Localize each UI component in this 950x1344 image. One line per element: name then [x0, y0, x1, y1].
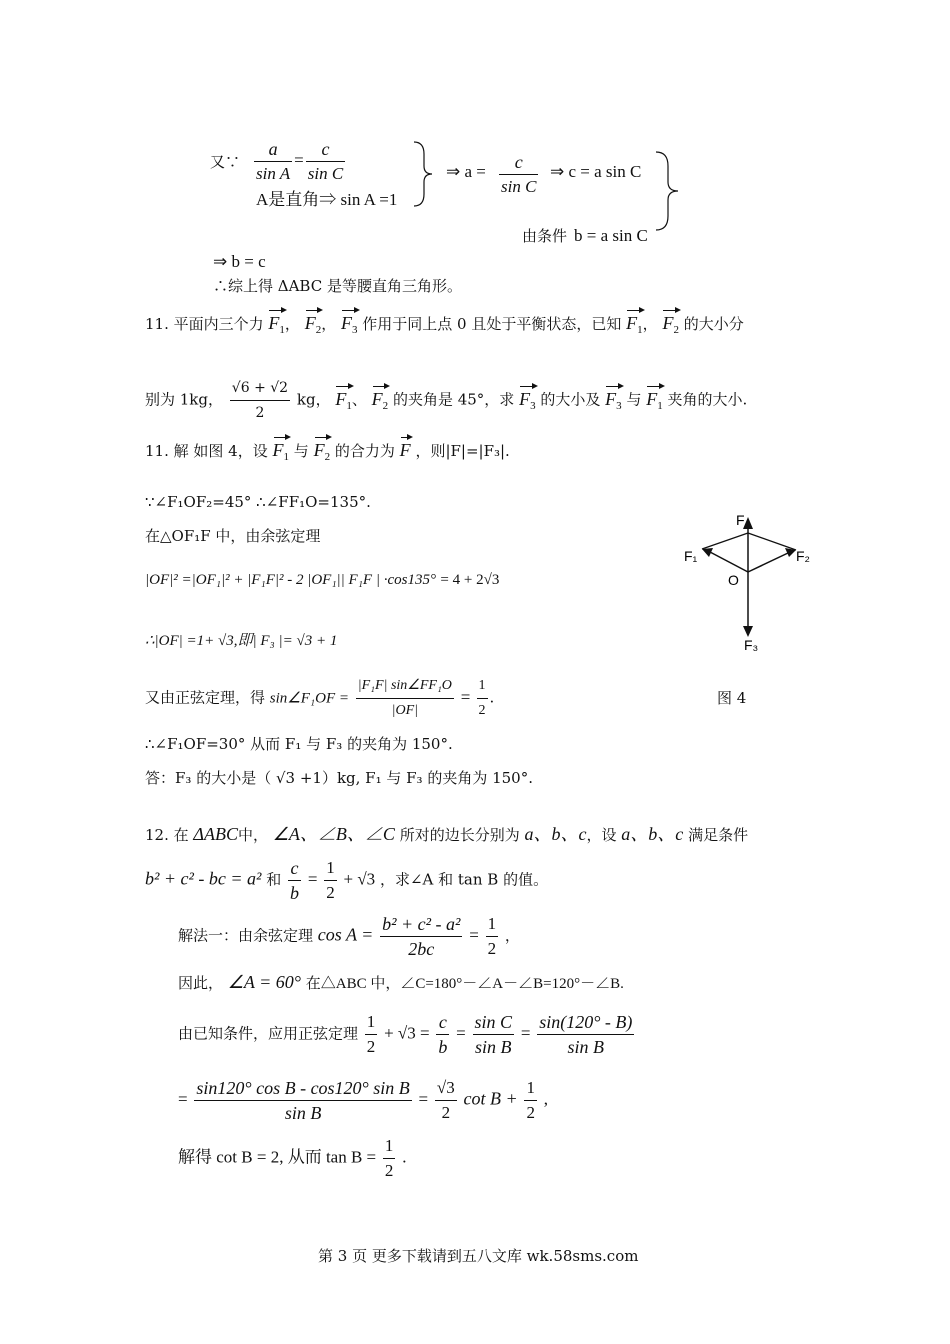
- label-O: O: [728, 572, 739, 588]
- page-footer: 第 3 页 更多下载请到五八文库 wk.58sms.com: [318, 1247, 639, 1265]
- vec-F2: $F_2$: [305, 305, 322, 340]
- sol12-expansion: = $\frac{\text{sin120° cos B - cos120° sin B}}{\text{sin B}}$ = $\frac{√3}{2}$ cot B + $\frac{1}{2}$ ,: [178, 1078, 548, 1123]
- q12-line1: 12. 在 ΔABC中， ∠A、∠B、∠C 所对的边长分别为 a、b、c，设 a、b、c 满足条件: [145, 824, 749, 844]
- vec-F1: $F_1$: [626, 305, 643, 340]
- implies-a: ⇒ a =: [446, 162, 486, 181]
- angle2-line: ∴∠F₁OF=30° 从而 F₁ 与 F₃ 的夹角为 150°.: [145, 735, 453, 753]
- implies-c: ⇒ c = a sin C: [550, 162, 642, 181]
- right-brace: [654, 150, 680, 232]
- cos-rule-intro: 在△OF₁F 中，由余弦定理: [145, 527, 321, 545]
- sol11-line1: 11. 解 如图 4，设 $F_1$ 与 $F_2$ 的合力为 F ，则|F|=|F₃|.: [145, 432, 510, 467]
- b-equals-c: ⇒ b = c: [213, 252, 266, 271]
- label-F: F: [736, 512, 745, 528]
- left-brace: [412, 140, 434, 208]
- sol12-method1: 解法一：由余弦定理 cos A = $\frac{\text{b² + c² - a²}}{2bc}$ = $\frac{1}{2}$ ，: [178, 914, 520, 959]
- conclusion-1: ∴综上得 ΔABC 是等腰直角三角形。: [213, 277, 462, 295]
- since-label: 又∵: [210, 153, 241, 171]
- angle-line: ∵∠F₁OF₂=45° ∴∠FF₁O=135°.: [145, 493, 371, 511]
- c-over-sinC: $\frac{c}{\text{sin C}}$: [501, 152, 537, 196]
- cos-rule-equation: |OF|² =|OF₁|² + |F₁F|² - 2 |OF₁|| F₁F | ·cos135° = 4 + 2√3: [145, 572, 500, 588]
- sol12-sine-rule: 由已知条件，应用正弦定理 $\frac{1}{2}$ + √3 = $\frac{c}{b}$ = $\frac{\text{sin C}}{\text{sin B}}$ = $\frac{\sin(120^\circ - B)}{\text{sin B}}$: [178, 1012, 633, 1057]
- answer-line: 答：F₃ 的大小是（ √3 +1）kg, F₁ 与 F₃ 的夹角为 150°.: [145, 769, 533, 787]
- sol12-angleA: 因此， ∠A = 60° 在△ABC 中，∠C=180°－∠A－∠B=120°－∠B.: [178, 972, 624, 992]
- vec-F3: $F_3$: [341, 305, 358, 340]
- force-diagram: [680, 505, 820, 655]
- condition-label: 由条件: [522, 227, 568, 245]
- vec-F1: $F_1$: [268, 305, 285, 340]
- condition-eq: b = a sin C: [574, 226, 648, 245]
- vec-F2: $F_2$: [662, 305, 679, 340]
- q12-line2: b² + c² - bc = a² 和 $\frac{c}{b}$ = $\frac{1}{2}$ + √3 ，求∠A 和 tan B 的值。: [145, 858, 549, 903]
- label-F3: F₃: [744, 637, 759, 653]
- right-angle-line: A是直角⇒ sin A =1: [256, 190, 398, 209]
- of-magnitude: ∴|OF| =1+ √3,即| F₃ |= √3 + 1: [145, 633, 338, 649]
- q11-line2: 别为 1kg， $\frac{√6 + √2}{2}$ kg， $F_1$、 $F_2$ 的夹角是 45°，求 $F_3$ 的大小及 $F_3$ 与 $F_1$ 夹角的大小.: [145, 376, 747, 425]
- sine-rule-line: 又由正弦定理，得 sin∠F₁OF = $\frac{\text{|F₁F| sin∠FF₁O}}{|OF|}$ = $\frac{1}{2}$ .: [145, 674, 494, 723]
- q11-line1: 11. 平面内三个力 $F_1$， $F_2$， $F_3$ 作用于同上点 0 且处于平衡状态，已知 $F_1$， $F_2$ 的大小分: [145, 305, 744, 340]
- figure-caption: 图 4: [717, 689, 747, 707]
- sol12-final: 解得 cot B = 2, 从而 tan B = $\frac{1}{2}$ .: [178, 1136, 407, 1180]
- label-F1: F₁: [684, 548, 698, 564]
- sine-ratio: $\frac{a}{\text{sin A}}$ = $\frac{c}{\text{sin C}}$: [256, 139, 344, 183]
- label-F2: F₂: [796, 548, 810, 564]
